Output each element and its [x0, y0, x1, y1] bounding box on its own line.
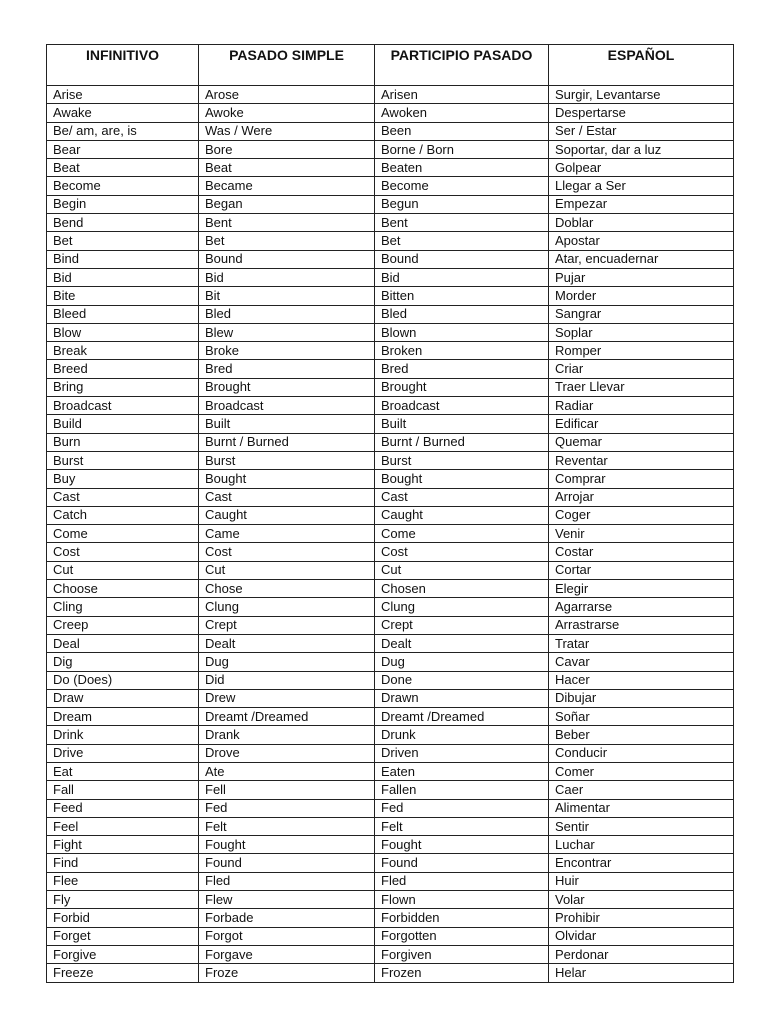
cell-espanol: Doblar	[549, 214, 734, 232]
cell-infinitivo: Forgive	[47, 945, 199, 963]
cell-infinitivo: Dig	[47, 653, 199, 671]
cell-espanol: Dibujar	[549, 689, 734, 707]
table-row	[47, 927, 734, 945]
table-row	[47, 525, 734, 543]
cell-participio-pasado: Cast	[375, 488, 549, 506]
table-row	[47, 323, 734, 341]
table-row	[47, 854, 734, 872]
cell-espanol: Sangrar	[549, 305, 734, 323]
cell-participio-pasado: Blown	[375, 323, 549, 341]
cell-pasado-simple: Beat	[199, 159, 375, 177]
cell-espanol: Golpear	[549, 159, 734, 177]
cell-infinitivo: Bite	[47, 287, 199, 305]
table-row	[47, 177, 734, 195]
cell-participio-pasado: Drunk	[375, 726, 549, 744]
cell-participio-pasado: Beaten	[375, 159, 549, 177]
table-row	[47, 342, 734, 360]
cell-espanol: Traer Llevar	[549, 378, 734, 396]
cell-participio-pasado: Done	[375, 671, 549, 689]
cell-participio-pasado: Felt	[375, 817, 549, 835]
cell-infinitivo: Catch	[47, 506, 199, 524]
cell-infinitivo: Be/ am, are, is	[47, 122, 199, 140]
table-row	[47, 891, 734, 909]
cell-espanol: Pujar	[549, 268, 734, 286]
cell-pasado-simple: Began	[199, 195, 375, 213]
cell-infinitivo: Awake	[47, 104, 199, 122]
cell-participio-pasado: Become	[375, 177, 549, 195]
cell-espanol: Olvidar	[549, 927, 734, 945]
cell-infinitivo: Find	[47, 854, 199, 872]
cell-pasado-simple: Fled	[199, 872, 375, 890]
cell-participio-pasado: Fed	[375, 799, 549, 817]
cell-espanol: Comprar	[549, 470, 734, 488]
cell-participio-pasado: Found	[375, 854, 549, 872]
cell-participio-pasado: Borne / Born	[375, 140, 549, 158]
cell-participio-pasado: Forbidden	[375, 909, 549, 927]
cell-participio-pasado: Forgotten	[375, 927, 549, 945]
cell-participio-pasado: Bent	[375, 214, 549, 232]
cell-infinitivo: Deal	[47, 634, 199, 652]
table-row	[47, 159, 734, 177]
cell-participio-pasado: Flown	[375, 891, 549, 909]
cell-espanol: Coger	[549, 506, 734, 524]
cell-pasado-simple: Bet	[199, 232, 375, 250]
table-row	[47, 195, 734, 213]
cell-participio-pasado: Bought	[375, 470, 549, 488]
cell-infinitivo: Begin	[47, 195, 199, 213]
table-row	[47, 836, 734, 854]
header-espanol: ESPAÑOL	[549, 45, 734, 86]
cell-infinitivo: Cling	[47, 598, 199, 616]
table-row	[47, 744, 734, 762]
cell-infinitivo: Feel	[47, 817, 199, 835]
cell-participio-pasado: Eaten	[375, 762, 549, 780]
cell-pasado-simple: Fed	[199, 799, 375, 817]
cell-infinitivo: Bring	[47, 378, 199, 396]
table-row	[47, 909, 734, 927]
cell-espanol: Atar, encuadernar	[549, 250, 734, 268]
cell-pasado-simple: Bred	[199, 360, 375, 378]
cell-participio-pasado: Bid	[375, 268, 549, 286]
cell-participio-pasado: Built	[375, 415, 549, 433]
cell-participio-pasado: Arisen	[375, 86, 549, 104]
table-row	[47, 140, 734, 158]
header-infinitivo: INFINITIVO	[47, 45, 199, 86]
table-row	[47, 214, 734, 232]
cell-pasado-simple: Drew	[199, 689, 375, 707]
table-row	[47, 598, 734, 616]
cell-pasado-simple: Bled	[199, 305, 375, 323]
cell-infinitivo: Break	[47, 342, 199, 360]
cell-participio-pasado: Caught	[375, 506, 549, 524]
cell-participio-pasado: Dreamt /Dreamed	[375, 708, 549, 726]
cell-pasado-simple: Arose	[199, 86, 375, 104]
cell-participio-pasado: Bound	[375, 250, 549, 268]
cell-participio-pasado: Burst	[375, 451, 549, 469]
cell-pasado-simple: Forbade	[199, 909, 375, 927]
cell-infinitivo: Drink	[47, 726, 199, 744]
cell-espanol: Radiar	[549, 397, 734, 415]
table-row	[47, 945, 734, 963]
table-row	[47, 708, 734, 726]
table-row	[47, 287, 734, 305]
cell-infinitivo: Cost	[47, 543, 199, 561]
cell-participio-pasado: Awoken	[375, 104, 549, 122]
cell-pasado-simple: Crept	[199, 616, 375, 634]
cell-espanol: Cavar	[549, 653, 734, 671]
cell-espanol: Soportar, dar a luz	[549, 140, 734, 158]
cell-pasado-simple: Bit	[199, 287, 375, 305]
cell-participio-pasado: Bitten	[375, 287, 549, 305]
cell-participio-pasado: Crept	[375, 616, 549, 634]
cell-infinitivo: Eat	[47, 762, 199, 780]
cell-pasado-simple: Froze	[199, 964, 375, 982]
cell-infinitivo: Come	[47, 525, 199, 543]
cell-pasado-simple: Fought	[199, 836, 375, 854]
cell-infinitivo: Fight	[47, 836, 199, 854]
cell-espanol: Encontrar	[549, 854, 734, 872]
cell-pasado-simple: Bent	[199, 214, 375, 232]
cell-pasado-simple: Caught	[199, 506, 375, 524]
cell-espanol: Apostar	[549, 232, 734, 250]
cell-infinitivo: Fly	[47, 891, 199, 909]
cell-infinitivo: Forget	[47, 927, 199, 945]
cell-participio-pasado: Frozen	[375, 964, 549, 982]
cell-espanol: Agarrarse	[549, 598, 734, 616]
table-row	[47, 360, 734, 378]
cell-pasado-simple: Brought	[199, 378, 375, 396]
cell-pasado-simple: Found	[199, 854, 375, 872]
table-row	[47, 451, 734, 469]
cell-infinitivo: Bend	[47, 214, 199, 232]
cell-pasado-simple: Broadcast	[199, 397, 375, 415]
table-row	[47, 762, 734, 780]
cell-infinitivo: Bear	[47, 140, 199, 158]
cell-infinitivo: Arise	[47, 86, 199, 104]
cell-infinitivo: Become	[47, 177, 199, 195]
cell-espanol: Criar	[549, 360, 734, 378]
cell-participio-pasado: Bred	[375, 360, 549, 378]
cell-espanol: Helar	[549, 964, 734, 982]
cell-participio-pasado: Fought	[375, 836, 549, 854]
cell-pasado-simple: Cut	[199, 561, 375, 579]
table-row	[47, 872, 734, 890]
cell-participio-pasado: Broadcast	[375, 397, 549, 415]
table-row	[47, 122, 734, 140]
cell-espanol: Llegar a Ser	[549, 177, 734, 195]
cell-infinitivo: Bid	[47, 268, 199, 286]
cell-pasado-simple: Drove	[199, 744, 375, 762]
cell-participio-pasado: Cost	[375, 543, 549, 561]
cell-infinitivo: Blow	[47, 323, 199, 341]
cell-participio-pasado: Drawn	[375, 689, 549, 707]
cell-espanol: Luchar	[549, 836, 734, 854]
cell-infinitivo: Buy	[47, 470, 199, 488]
cell-participio-pasado: Cut	[375, 561, 549, 579]
cell-pasado-simple: Bore	[199, 140, 375, 158]
cell-participio-pasado: Clung	[375, 598, 549, 616]
cell-espanol: Cortar	[549, 561, 734, 579]
cell-pasado-simple: Forgave	[199, 945, 375, 963]
table-row	[47, 250, 734, 268]
cell-pasado-simple: Built	[199, 415, 375, 433]
cell-espanol: Soñar	[549, 708, 734, 726]
cell-espanol: Beber	[549, 726, 734, 744]
cell-infinitivo: Flee	[47, 872, 199, 890]
cell-pasado-simple: Flew	[199, 891, 375, 909]
cell-participio-pasado: Forgiven	[375, 945, 549, 963]
cell-pasado-simple: Clung	[199, 598, 375, 616]
cell-pasado-simple: Awoke	[199, 104, 375, 122]
cell-infinitivo: Bind	[47, 250, 199, 268]
table-row	[47, 378, 734, 396]
cell-infinitivo: Beat	[47, 159, 199, 177]
table-row	[47, 268, 734, 286]
table-row	[47, 616, 734, 634]
cell-pasado-simple: Came	[199, 525, 375, 543]
cell-infinitivo: Drive	[47, 744, 199, 762]
cell-espanol: Costar	[549, 543, 734, 561]
cell-pasado-simple: Broke	[199, 342, 375, 360]
table-row	[47, 634, 734, 652]
table-row	[47, 671, 734, 689]
cell-pasado-simple: Felt	[199, 817, 375, 835]
cell-pasado-simple: Drank	[199, 726, 375, 744]
cell-infinitivo: Dream	[47, 708, 199, 726]
cell-infinitivo: Creep	[47, 616, 199, 634]
cell-participio-pasado: Driven	[375, 744, 549, 762]
cell-participio-pasado: Brought	[375, 378, 549, 396]
cell-pasado-simple: Did	[199, 671, 375, 689]
cell-infinitivo: Burst	[47, 451, 199, 469]
table-row	[47, 104, 734, 122]
cell-infinitivo: Bleed	[47, 305, 199, 323]
cell-infinitivo: Bet	[47, 232, 199, 250]
table-body	[47, 86, 734, 983]
cell-espanol: Tratar	[549, 634, 734, 652]
cell-pasado-simple: Cost	[199, 543, 375, 561]
cell-pasado-simple: Blew	[199, 323, 375, 341]
cell-pasado-simple: Ate	[199, 762, 375, 780]
table-row	[47, 415, 734, 433]
table-row	[47, 781, 734, 799]
table-row	[47, 689, 734, 707]
cell-infinitivo: Do (Does)	[47, 671, 199, 689]
cell-pasado-simple: Burnt / Burned	[199, 433, 375, 451]
cell-infinitivo: Feed	[47, 799, 199, 817]
header-pasado-simple: PASADO SIMPLE	[199, 45, 375, 86]
cell-participio-pasado: Dug	[375, 653, 549, 671]
cell-espanol: Sentir	[549, 817, 734, 835]
cell-espanol: Venir	[549, 525, 734, 543]
cell-pasado-simple: Bought	[199, 470, 375, 488]
irregular-verbs-table	[46, 44, 734, 983]
cell-participio-pasado: Been	[375, 122, 549, 140]
cell-pasado-simple: Forgot	[199, 927, 375, 945]
cell-participio-pasado: Bet	[375, 232, 549, 250]
cell-espanol: Romper	[549, 342, 734, 360]
cell-infinitivo: Cast	[47, 488, 199, 506]
cell-pasado-simple: Dug	[199, 653, 375, 671]
table-row	[47, 506, 734, 524]
table-row	[47, 580, 734, 598]
cell-espanol: Empezar	[549, 195, 734, 213]
cell-infinitivo: Fall	[47, 781, 199, 799]
cell-espanol: Surgir, Levantarse	[549, 86, 734, 104]
cell-participio-pasado: Dealt	[375, 634, 549, 652]
cell-espanol: Edificar	[549, 415, 734, 433]
table-row	[47, 799, 734, 817]
table-row	[47, 305, 734, 323]
table-row	[47, 488, 734, 506]
table-row	[47, 817, 734, 835]
cell-participio-pasado: Fled	[375, 872, 549, 890]
cell-infinitivo: Forbid	[47, 909, 199, 927]
cell-pasado-simple: Was / Were	[199, 122, 375, 140]
cell-espanol: Reventar	[549, 451, 734, 469]
cell-pasado-simple: Fell	[199, 781, 375, 799]
table-row	[47, 397, 734, 415]
table-row	[47, 543, 734, 561]
cell-infinitivo: Build	[47, 415, 199, 433]
cell-infinitivo: Breed	[47, 360, 199, 378]
table-row	[47, 232, 734, 250]
table-row	[47, 726, 734, 744]
cell-infinitivo: Broadcast	[47, 397, 199, 415]
table-row	[47, 433, 734, 451]
cell-participio-pasado: Fallen	[375, 781, 549, 799]
cell-pasado-simple: Bound	[199, 250, 375, 268]
cell-participio-pasado: Chosen	[375, 580, 549, 598]
cell-participio-pasado: Broken	[375, 342, 549, 360]
cell-espanol: Caer	[549, 781, 734, 799]
cell-pasado-simple: Dealt	[199, 634, 375, 652]
cell-espanol: Arrojar	[549, 488, 734, 506]
cell-espanol: Perdonar	[549, 945, 734, 963]
cell-participio-pasado: Begun	[375, 195, 549, 213]
table-row	[47, 470, 734, 488]
cell-espanol: Alimentar	[549, 799, 734, 817]
header-row	[47, 45, 734, 86]
table-header	[47, 45, 734, 86]
cell-pasado-simple: Became	[199, 177, 375, 195]
cell-espanol: Volar	[549, 891, 734, 909]
cell-espanol: Arrastrarse	[549, 616, 734, 634]
cell-espanol: Quemar	[549, 433, 734, 451]
cell-pasado-simple: Bid	[199, 268, 375, 286]
cell-espanol: Elegir	[549, 580, 734, 598]
table-row	[47, 964, 734, 982]
cell-infinitivo: Cut	[47, 561, 199, 579]
cell-pasado-simple: Dreamt /Dreamed	[199, 708, 375, 726]
cell-pasado-simple: Chose	[199, 580, 375, 598]
cell-espanol: Ser / Estar	[549, 122, 734, 140]
table-row	[47, 86, 734, 104]
cell-espanol: Prohibir	[549, 909, 734, 927]
cell-espanol: Despertarse	[549, 104, 734, 122]
cell-espanol: Soplar	[549, 323, 734, 341]
cell-espanol: Conducir	[549, 744, 734, 762]
cell-infinitivo: Burn	[47, 433, 199, 451]
header-participio-pasado: PARTICIPIO PASADO	[375, 45, 549, 86]
cell-participio-pasado: Bled	[375, 305, 549, 323]
cell-participio-pasado: Come	[375, 525, 549, 543]
cell-espanol: Hacer	[549, 671, 734, 689]
cell-infinitivo: Draw	[47, 689, 199, 707]
cell-espanol: Comer	[549, 762, 734, 780]
cell-espanol: Huir	[549, 872, 734, 890]
table-row	[47, 653, 734, 671]
cell-espanol: Morder	[549, 287, 734, 305]
cell-infinitivo: Choose	[47, 580, 199, 598]
cell-participio-pasado: Burnt / Burned	[375, 433, 549, 451]
cell-infinitivo: Freeze	[47, 964, 199, 982]
cell-pasado-simple: Burst	[199, 451, 375, 469]
cell-pasado-simple: Cast	[199, 488, 375, 506]
table-row	[47, 561, 734, 579]
